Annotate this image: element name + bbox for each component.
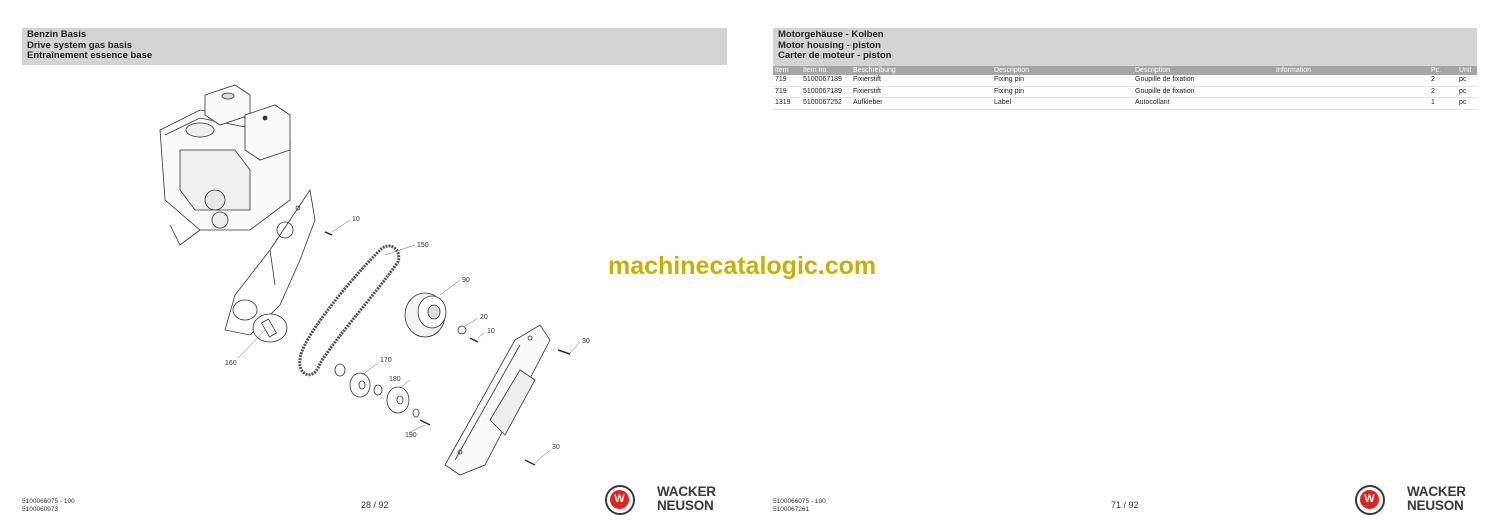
section-header [773,28,1477,66]
belt-guard [445,325,550,475]
exploded-parts-diagram [140,80,620,480]
callout-30a: 30 [582,338,590,345]
cell-unit: pc [1457,75,1477,86]
cell-desc-fr: Goupille de fixation [1133,86,1274,98]
cell-pc: 1 [1429,98,1457,110]
cell-unit: pc [1457,98,1477,110]
document-numbers [773,498,826,513]
header-title-fr: Entraînement essence base [27,50,153,61]
cell-unit: pc [1457,86,1477,98]
doc-number-2: 5100067261 [773,505,810,513]
parts-table [773,66,1477,110]
section-header [22,28,727,65]
cell-desc-fr: Goupille de fixation [1133,75,1274,86]
header-title-en: Motor housing - piston [778,39,881,51]
wacker-neuson-logo [1355,485,1480,515]
col-header: Description [992,66,1133,75]
col-header: Description [1133,66,1274,75]
logo-text: WACKER NEUSON [1407,484,1466,513]
col-header: Information [1274,66,1429,75]
cell-desc-en: Fixing pin [992,75,1133,86]
doc-number-1: 5100066075 - 100 [22,498,75,505]
header-title-de: Benzin Basis [27,29,87,40]
cell-desc-en: Label [992,98,1133,110]
doc-number-2: 5100060973 [22,505,59,513]
cell-desc-fr: Autocollant [1133,98,1274,110]
callout-10a: 10 [352,216,360,223]
col-header: Item no. [801,66,851,75]
table-row [773,98,1477,110]
header-title-en: Drive system gas basis [27,39,133,51]
callout-30b: 30 [552,444,560,451]
cell-desc-de: Fixierstift [851,75,992,86]
table-row [773,86,1477,98]
col-header: Item [773,66,801,75]
callout-90: 90 [462,277,470,284]
callout-150: 150 [417,242,429,249]
cell-item-no: 5100067189 [801,86,851,98]
cell-info [1274,75,1429,86]
cell-desc-en: Fixing pin [992,86,1133,98]
cell-pc: 2 [1429,86,1457,98]
logo-mark-icon: W [605,485,635,515]
watermark: machinecatalogic.com [608,252,877,280]
doc-number-1: 5100066075 - 100 [773,498,826,505]
callout-190: 190 [405,432,417,439]
callout-20: 20 [480,314,488,321]
logo-text: WACKER NEUSON [657,484,716,513]
table-header-row [773,66,1477,75]
cell-item: 1319 [773,98,801,110]
header-title-fr: Carter de moteur - piston [778,50,892,61]
logo-mark-icon: W [1355,485,1385,515]
col-header: Pc. [1429,66,1457,75]
callout-10b: 10 [487,328,495,335]
wacker-neuson-logo [605,485,730,515]
cell-item: 719 [773,75,801,86]
cell-item: 719 [773,86,801,98]
clutch-pulley-90 [405,293,446,337]
page-number: 28 / 92 [361,500,389,510]
cell-item-no: 5100067189 [801,75,851,86]
pulley-disc-160 [253,314,287,342]
air-filter [245,105,290,160]
cell-info [1274,86,1429,98]
cell-pc: 2 [1429,75,1457,86]
callout-170: 170 [380,357,392,364]
callout-160: 160 [225,360,237,367]
cell-info [1274,98,1429,110]
document-numbers [22,498,75,513]
page-number: 71 / 92 [1111,500,1139,510]
cell-item-no: 5100067252 [801,98,851,110]
callout-180: 180 [389,376,401,383]
v-belt-150 [300,246,399,375]
col-header: Unit [1457,66,1477,75]
header-title-de: Motorgehäuse - Kolben [778,29,884,40]
col-header: Beschreibung [851,66,992,75]
table-row [773,75,1477,86]
cell-desc-de: Aufkleber [851,98,992,110]
cell-desc-de: Fixierstift [851,86,992,98]
